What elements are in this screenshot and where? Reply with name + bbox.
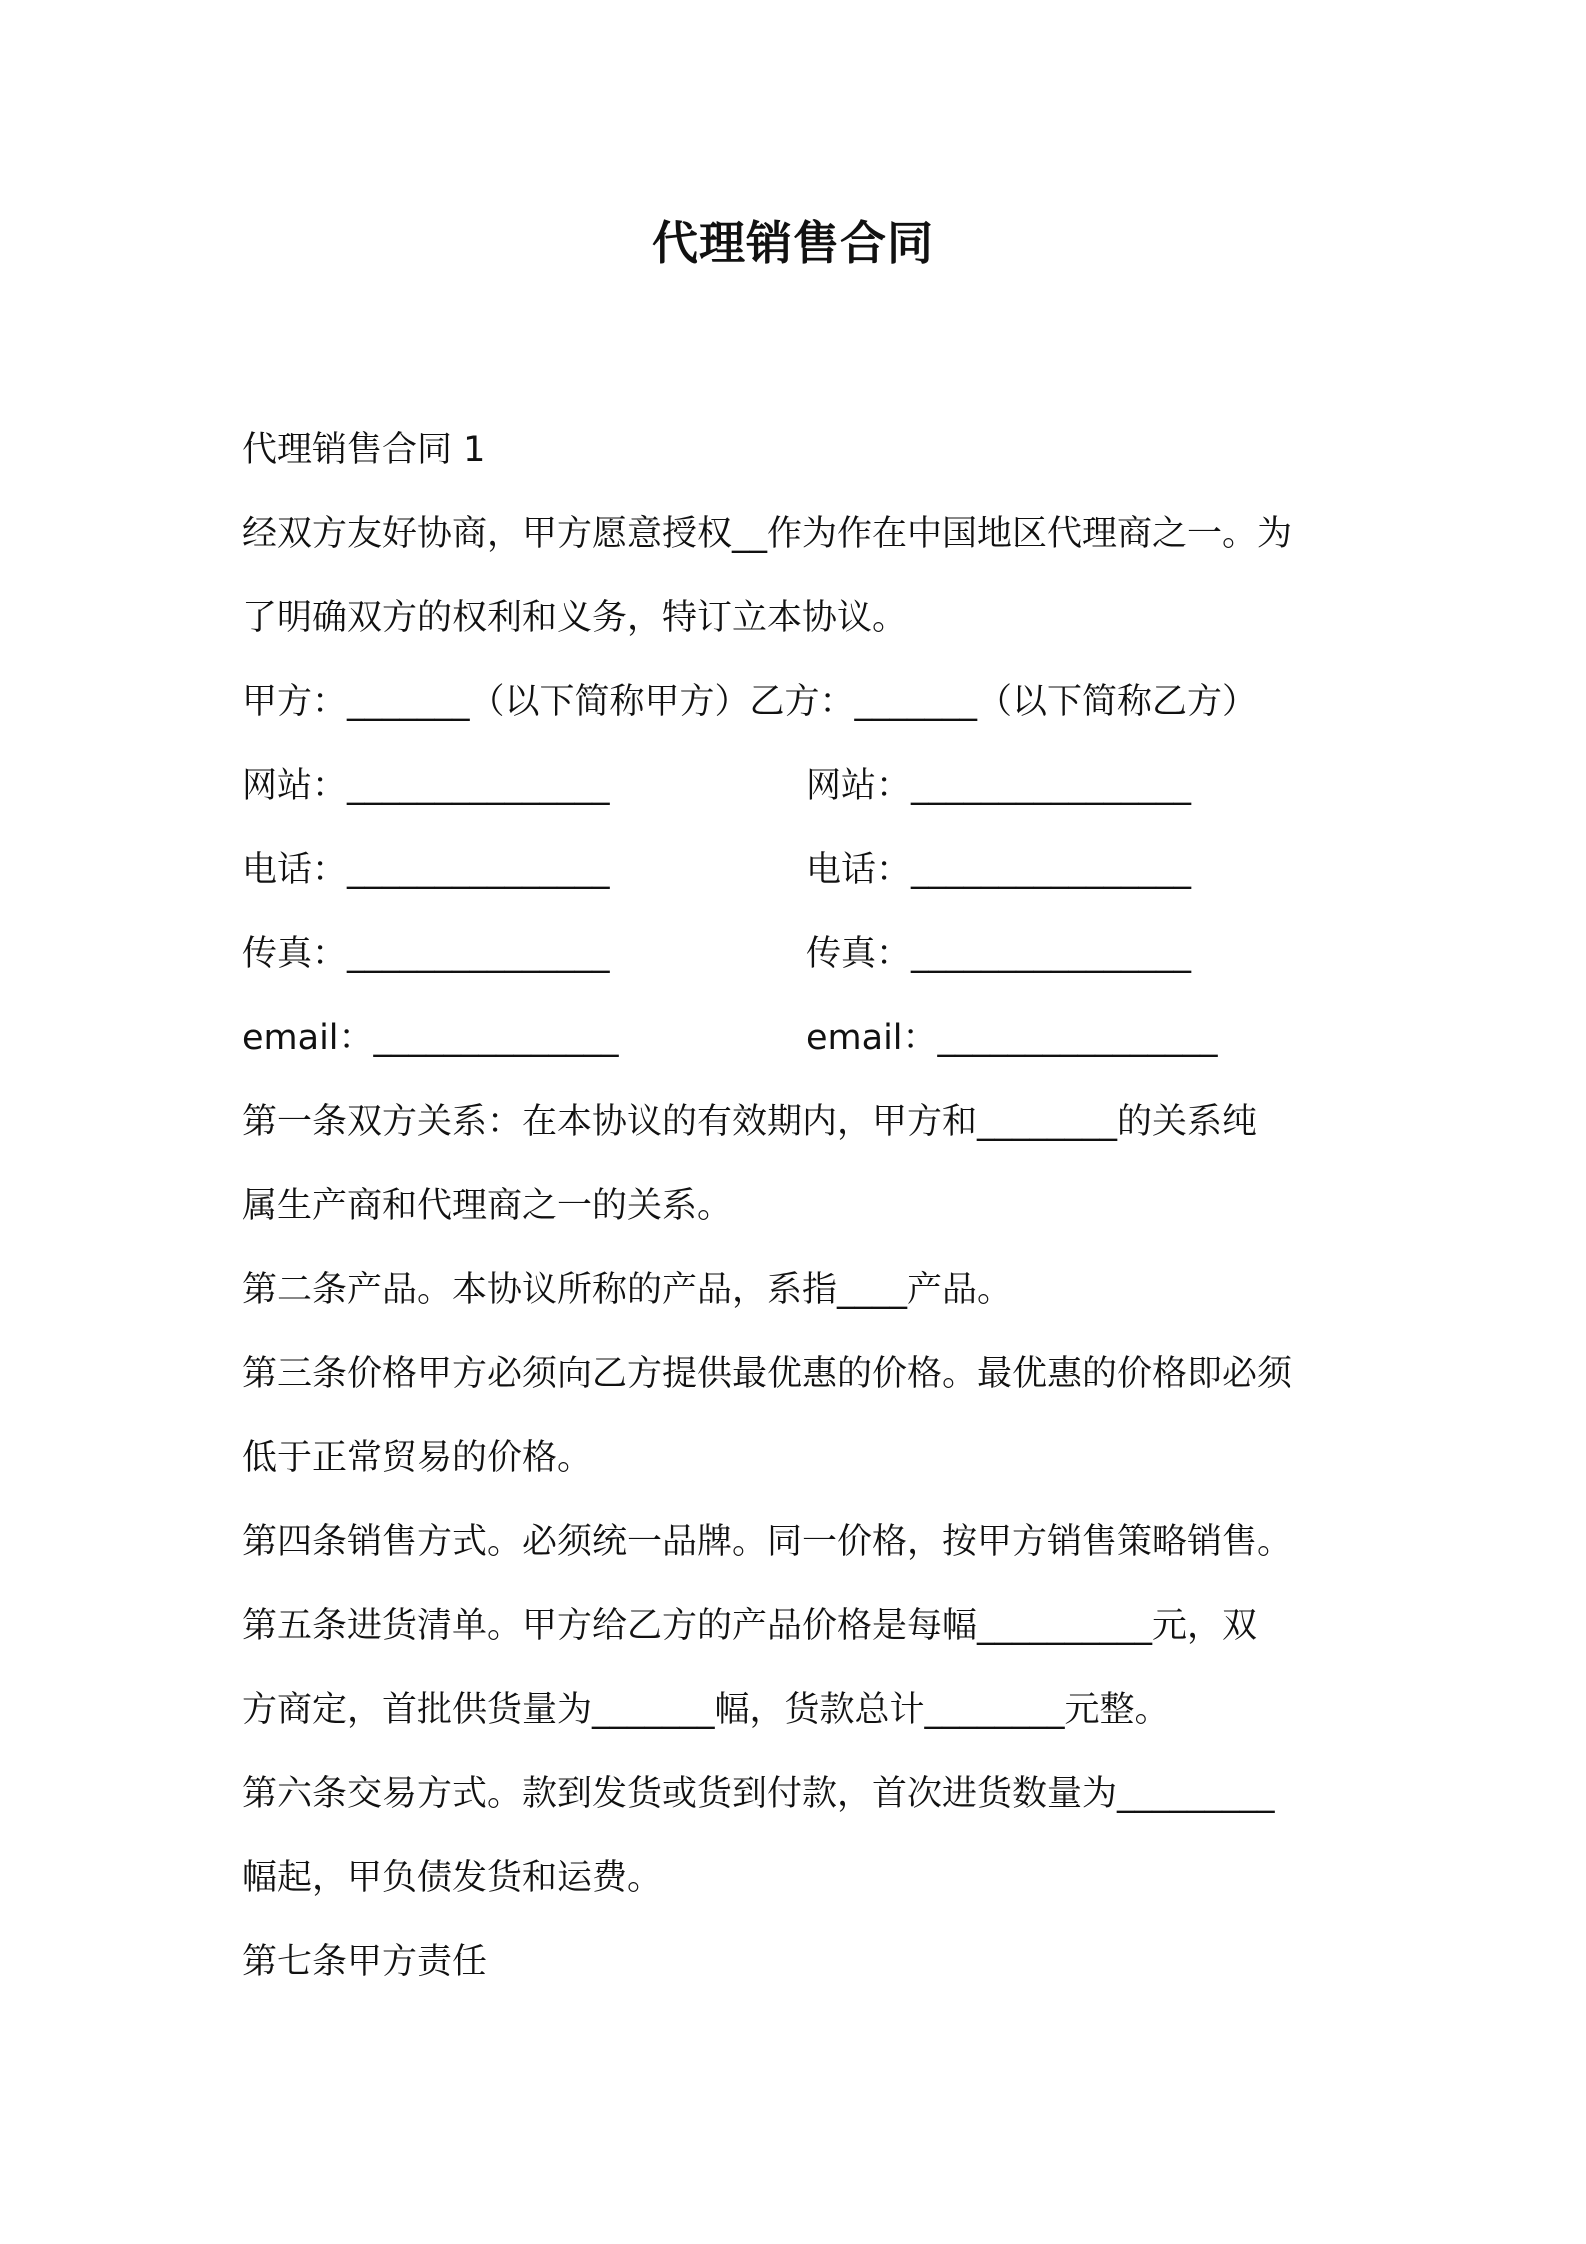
article-7-heading: 第七条甲方责任 <box>242 1942 488 1982</box>
fax-row <box>242 912 1362 996</box>
article-1-line-1: 第一条双方关系：在本协议的有效期内，甲方和________的关系纯 <box>242 1102 1258 1142</box>
website-row <box>242 744 1362 828</box>
article-5-line-2: 方商定，首批供货量为_______幅，货款总计________元整。 <box>242 1690 1170 1730</box>
section-heading: 代理销售合同 1 <box>242 430 486 470</box>
intro-paragraph-line-2: 了明确双方的权利和义务，特订立本协议。 <box>242 598 908 638</box>
document-title: 代理销售合同 <box>652 216 934 270</box>
party-a-phone: 电话：_______________ <box>242 850 610 890</box>
article-1-line-2: 属生产商和代理商之一的关系。 <box>242 1186 733 1226</box>
party-a-fax: 传真：_______________ <box>242 934 610 974</box>
party-b-fax: 传真：________________ <box>806 934 1192 974</box>
party-b-email: email：________________ <box>806 1018 1218 1058</box>
party-row: 甲方：_______（以下简称甲方）乙方：_______（以下简称乙方） <box>242 682 1258 722</box>
email-row <box>242 996 1362 1080</box>
phone-row <box>242 828 1362 912</box>
document-body <box>242 408 1362 2004</box>
article-6-line-2: 幅起，甲负债发货和运费。 <box>242 1858 663 1898</box>
article-3-line-2: 低于正常贸易的价格。 <box>242 1438 593 1478</box>
party-b-website: 网站：________________ <box>806 766 1192 806</box>
party-a-email: email：______________ <box>242 1018 619 1058</box>
party-b-phone: 电话：________________ <box>806 850 1192 890</box>
article-2: 第二条产品。本协议所称的产品，系指____产品。 <box>242 1270 1013 1310</box>
intro-paragraph-line-1: 经双方友好协商，甲方愿意授权__作为作在中国地区代理商之一。为 <box>242 514 1293 554</box>
party-a-website: 网站：_______________ <box>242 766 610 806</box>
article-4: 第四条销售方式。必须统一品牌。同一价格，按甲方销售策略销售。 <box>242 1522 1293 1562</box>
article-6-line-1: 第六条交易方式。款到发货或货到付款，首次进货数量为_________ <box>242 1774 1275 1814</box>
article-5-line-1: 第五条进货清单。甲方给乙方的产品价格是每幅__________元，双 <box>242 1606 1258 1646</box>
article-3-line-1: 第三条价格甲方必须向乙方提供最优惠的价格。最优惠的价格即必须 <box>242 1354 1293 1394</box>
